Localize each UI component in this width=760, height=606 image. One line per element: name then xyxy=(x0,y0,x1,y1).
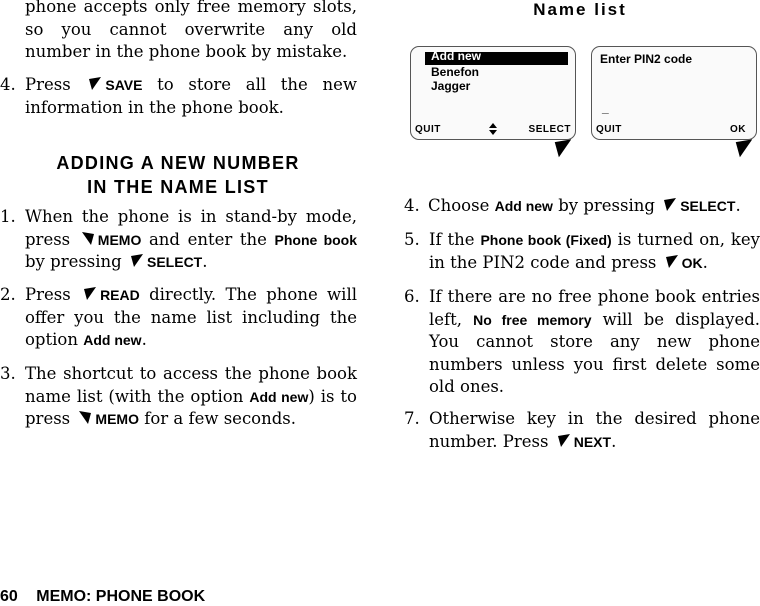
step-text: Press xyxy=(25,285,71,304)
punct: . xyxy=(202,252,208,271)
step-left-4 xyxy=(0,74,357,119)
step-text: ) is to press xyxy=(25,386,357,428)
heading-line-2: IN THE NAME LIST xyxy=(87,177,269,197)
right-softkey-icon xyxy=(662,197,678,213)
softkey-ok: OK xyxy=(730,124,746,135)
intro-text: phone accepts only free memory slots, so you cannot overwrite any old number in the phone book by mistake. xyxy=(25,0,357,61)
right-softkey-icon xyxy=(556,433,572,449)
pin2-prompt: Enter PIN2 code xyxy=(600,52,693,66)
step-number: 1. xyxy=(0,207,16,226)
key-label: OK xyxy=(681,254,703,271)
step-right-4 xyxy=(404,195,760,218)
term: Phone book xyxy=(274,231,358,248)
step-left-3 xyxy=(0,363,357,431)
step-right-5 xyxy=(404,229,760,274)
right-softkey-icon xyxy=(664,254,680,270)
right-softkey-icon xyxy=(87,76,103,92)
menu-item-jagger: Jagger xyxy=(431,79,471,93)
key-label: SAVE xyxy=(105,77,143,93)
phone-screen-name-list xyxy=(410,46,576,140)
page-number: 60 xyxy=(0,588,18,605)
heading-line-1: ADDING A NEW NUMBER xyxy=(56,153,300,173)
step-text: directly. The phone will offer you the name list including the option xyxy=(25,285,358,349)
right-softkey-icon xyxy=(129,253,145,269)
punct: . xyxy=(702,252,708,272)
step-number: 7. xyxy=(404,409,420,428)
key-label: NEXT xyxy=(573,433,612,450)
key-label: MEMO xyxy=(97,231,142,248)
term: Add new xyxy=(494,198,553,214)
right-softkey-icon xyxy=(82,286,98,302)
step-text: is turned on, key in the PIN2 code and press xyxy=(429,230,760,272)
punct: . xyxy=(735,196,741,215)
step-right-6 xyxy=(404,286,760,399)
left-softkey-icon xyxy=(77,410,93,426)
step-right-7 xyxy=(404,408,760,453)
left-softkey-icon xyxy=(80,231,96,247)
menu-item-add-new: Add new xyxy=(431,49,481,63)
step-number: 4. xyxy=(404,196,420,215)
right-softkey-icon xyxy=(733,138,755,160)
step-text: by pressing xyxy=(558,196,655,215)
step-text: If there are no free phone book entries left, xyxy=(429,287,760,329)
step-number: 3. xyxy=(0,364,16,383)
figure-title: Name list xyxy=(533,0,627,19)
step-number: 2. xyxy=(0,285,16,304)
step-text: If the xyxy=(429,230,475,249)
key-label: SELECT xyxy=(147,254,203,270)
softkey-quit: QUIT xyxy=(596,124,622,135)
step-number: 4. xyxy=(0,75,16,94)
step-text: Press xyxy=(25,75,71,94)
step-text: When the phone is in stand-by mode, press xyxy=(25,207,357,249)
key-label: READ xyxy=(100,287,140,303)
step-text: for a few seconds. xyxy=(144,409,297,428)
term: Add new xyxy=(249,388,309,405)
step-text: by pressing xyxy=(25,252,122,271)
softkey-quit: QUIT xyxy=(415,124,441,135)
step-text: will be displayed. You cannot store any new phone numbers unless you first delete some old ones. xyxy=(429,309,760,396)
key-label: SELECT xyxy=(680,198,736,214)
step-left-1 xyxy=(0,206,357,274)
scroll-arrows-icon xyxy=(489,123,497,135)
term: Add new xyxy=(83,332,142,348)
menu-item-benefon: Benefon xyxy=(431,65,479,79)
phone-screen-pin2 xyxy=(591,46,757,140)
step-text: Otherwise key in the desired phone number. Press xyxy=(429,409,760,451)
right-softkey-icon xyxy=(552,138,574,160)
punct: . xyxy=(611,431,617,451)
step-text: Choose xyxy=(428,196,490,215)
term: Phone book (Fixed) xyxy=(480,232,612,248)
softkey-select: SELECT xyxy=(528,124,571,135)
step-text: to store all the new information in the phone book. xyxy=(25,75,357,117)
step-left-2 xyxy=(0,284,357,352)
step-text: and enter the xyxy=(148,229,267,249)
section-title: MEMO: PHONE BOOK xyxy=(36,588,206,605)
page-footer xyxy=(0,588,205,606)
step-text: The shortcut to access the phone book name list (with the option xyxy=(25,364,357,406)
section-heading xyxy=(18,151,338,199)
step-number: 6. xyxy=(404,287,420,306)
key-label: MEMO xyxy=(95,411,139,427)
punct: . xyxy=(141,330,147,349)
text-cursor: _ xyxy=(602,101,609,115)
intro-paragraph xyxy=(25,0,357,64)
step-number: 5. xyxy=(404,230,420,249)
term: No free memory xyxy=(473,311,592,328)
